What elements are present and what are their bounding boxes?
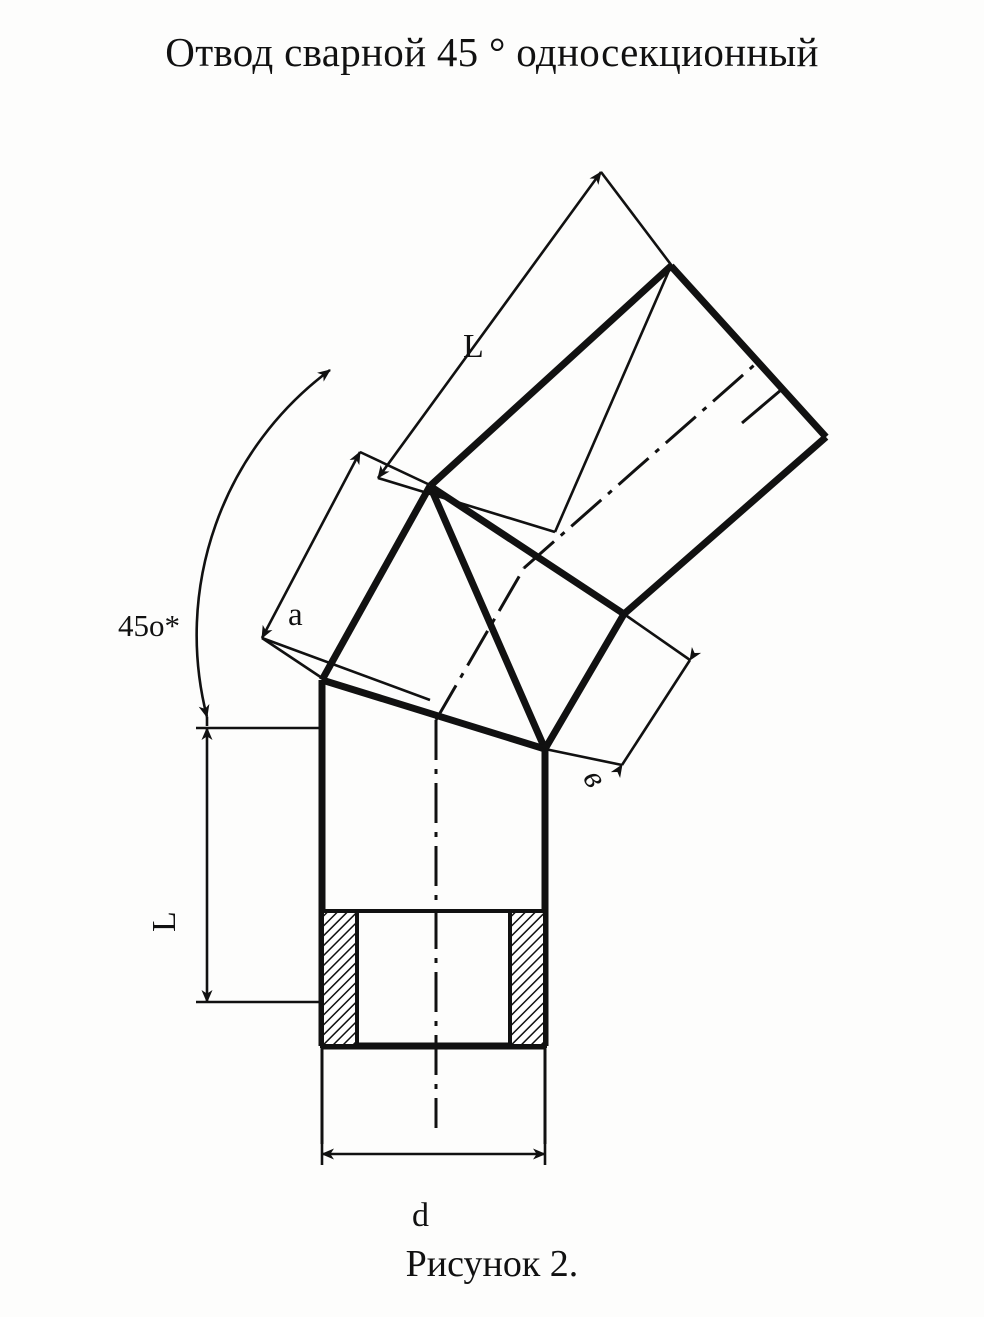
dimension-d [322,1100,545,1165]
elbow-drawing-svg [0,100,984,1230]
center-lines [436,360,760,1128]
socket-detail [322,911,545,1046]
label-length-top: L [463,328,484,365]
label-arc-length: a [288,597,303,633]
elbow-body-outline [322,266,826,1046]
dimension-L-left [196,728,320,1002]
label-angle: 45о* [118,608,180,643]
dimension-bevel [545,614,690,765]
label-bevel: в [575,763,614,795]
technical-drawing [0,100,984,1234]
center-line-tick [742,390,781,423]
figure-caption: Рисунок 2. [405,1243,579,1285]
label-diameter: d [412,1197,429,1234]
label-length-left: L [146,911,183,932]
pipe-end-continuation [322,1046,545,1144]
dimension-a [262,452,430,700]
page-title: Отвод сварной 45 ° односекционный [165,29,819,75]
